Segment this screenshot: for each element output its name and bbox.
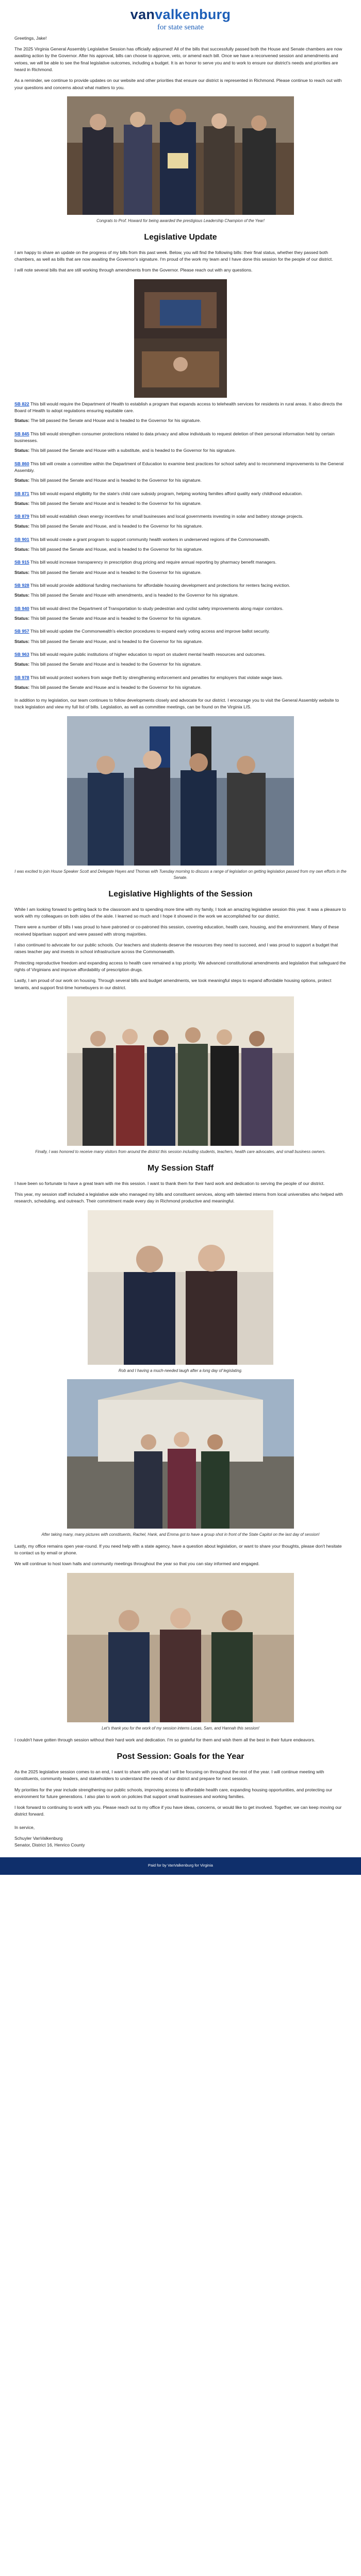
bill-link[interactable]: SB 871 [14,490,29,496]
legislative-intro-1: I am happy to share an update on the progress of my bills from this past week. Below, you will find the following bills: their final status, whether they passed both chambers, as well as bills that are now awaiting the Governor's signature. I'm proud of the work my team and I have done this session for the people of our district. [14,249,333,262]
bill-status: The bill passed the Senate and House and is headed to the Governor for his signature. [30,418,201,423]
post-paragraph: As the 2025 legislative session comes to an end, I want to share with you what I will be focusing on throughout the rest of the year. I will continue meeting with constituents, community leaders, and stakeholders to understand the needs of our district and prepare for next session. [14,1769,324,1782]
highlights-paragraph: While I am looking forward to getting back to the classroom and to spending more time with my family, I took an amazing legislative session this year. It was a pleasure to work with my colleagues on both sides of the aisle. I learned so much and I hope it showed in the work we accomplished for our district. [14,906,346,919]
intro-paragraph-2: As a reminder, we continue to provide updates on our website and other priorities that ensure our district is represented in Richmond. Please continue to reach out with your questions and concerns about what matters to you. [14,78,342,90]
bill-link[interactable]: SB 928 [14,583,29,588]
bill-item: SB 822 This bill would require the Department of Health to establish a program that expands access to telehealth services for residents in rural areas. It also directs the Board of Health to adopt regulations ensuring equitable care. Status: The bill passed the Senate and House and is headed to the Governor for his signature. [14,401,342,423]
bill-item: SB 915 This bill would increase transparency in prescription drug pricing and require annual reporting by pharmacy benefit managers. Status: This bill passed the Senate and House and is headed to the Governor for his signature. [14,560,277,575]
paid-for-disclaimer: Paid for by VanValkenburg for Virginia [148,1862,213,1868]
post-paragraph: I look forward to continuing to work with you. Please reach out to my office if you have ideas, concerns, or would like to get involved. Together, we can keep moving our district forward. [14,1805,342,1817]
bill-link[interactable]: SB 978 [14,674,29,680]
bill-status: This bill passed the Senate and House and is headed to the Governor for his signature. [30,684,202,690]
signature-title: Senator, District 16, Henrico County [14,1842,85,1848]
photo-award-caption: Congrats to Prof. Howard for being awarded the prestigious Leadership Champion of the Year! [96,218,265,223]
bill-item: SB 940 This bill would direct the Department of Transportation to study pedestrian and cyclist safety improvements along major corridors. Status: This bill passed the Senate and House and is headed to the Governor for his signature. [14,605,284,621]
bill-link[interactable]: SB 963 [14,651,29,657]
bill-link[interactable]: SB 940 [14,605,29,611]
bill-status: This bill passed the Senate and House with amendments, and is headed to the Governor for his signature. [30,592,239,598]
bill-status: This bill passed the Senate and House, and is headed to the Governor for his signature. [30,638,203,644]
bill-item: SB 901 This bill would create a grant program to support community health workers in underserved regions of the Commonwealth. Status: This bill passed the Senate and House, and is headed to the Governor for his signature. [14,536,270,552]
highlights-paragraph: There were a number of bills I was proud to have patroned or co-patroned this session, covering education, health care, housing, and the environment. Many of these received bipartisan support and were passed with strong majorities. [14,924,339,937]
logo-part-a: van [130,7,155,22]
logo-part-b: valkenburg [155,7,231,22]
photo-staff-laugh-caption: Rob and I having a much-needed laugh after a long day of legislating. [118,1368,243,1373]
bill-link[interactable]: SB 957 [14,629,29,634]
photo-interns-caption: Let's thank you for the work of my session interns Lucas, Sam, and Hannah this session! [102,1725,259,1731]
staff-paragraph: This year, my session staff included a legislative aide who managed my bills and constituent services, along with talented interns from local universities who helped with research, scheduling, and outreach. Their commitment made every day in Richmond productive and meaningful. [14,1192,343,1204]
bill-item: SB 928 This bill would provide additional funding mechanisms for affordable housing development and protections for renters facing eviction. Status: This bill passed the Senate and House with amendments, and is headed to the Governor for his signature. [14,583,290,598]
bill-link[interactable]: SB 860 [14,461,29,466]
photo-visitors [67,996,294,1146]
bill-item: SB 957 This bill would update the Commonwealth's election procedures to expand early voting access and improve ballot security. Status: This bill passed the Senate and House, and is headed to the Governor for his signature. [14,629,270,644]
greeting: Greetings, Jake! [14,35,47,41]
photo-interns [67,1573,294,1722]
bill-item: SB 879 This bill would establish clean energy incentives for small businesses and local governments investing in solar and battery storage projects. Status: This bill passed the Senate and House, and is headed to the Governor for his signature. [14,514,304,529]
email-body [0,35,361,1849]
bill-description: This bill would increase transparency in prescription drug pricing and require annual reporting by pharmacy benefit managers. [30,560,277,565]
staff-closing-paragraph: We will continue to host town halls and community meetings throughout the year so that you can stay informed and engaged. [14,1561,260,1567]
bill-status: This bill passed the Senate and House and is headed to the Governor for his signature. [30,662,202,667]
masthead [0,0,361,35]
signature-name: Schuyler VanValkenburg [14,1836,63,1841]
photo-speaker-caption: I was excited to join House Speaker Scott and Delegate Hayes and Thomas with Tuesday morning to discuss a range of legislation on getting legislation passed from my own efforts in the Senate. [14,869,347,880]
bill-description: This bill would expand eligibility for the state's child care subsidy program, helping working families afford quality early childhood education. [30,490,303,496]
signoff: In service, [14,1824,35,1830]
photo-capitol-group [67,1379,294,1529]
highlights-paragraph: I also continued to advocate for our public schools. Our teachers and students deserve the resources they need to succeed, and I was proud to support a budget that raises teacher pay and invests in school infrastructure across the Commonwealth. [14,942,338,955]
highlights-paragraph: Lastly, I am proud of our work on housing. Through several bills and budget amendments, we took meaningful steps to expand affordable housing options, protect tenants, and support first-time homebuyers in our district. [14,978,332,990]
section-title-staff: My Session Staff [147,1163,214,1173]
photo-senate-floor [134,279,227,398]
bill-description: This bill would direct the Department of Transportation to study pedestrian and cyclist safety improvements along major corridors. [30,605,284,611]
photo-speaker-meeting [67,716,294,866]
bill-status: This bill passed the Senate and House and is headed to the Governor for his signature. [30,569,202,575]
bill-description: This bill would update the Commonwealth's election procedures to expand early voting access and improve ballot security. [30,629,270,634]
bill-link[interactable]: SB 915 [14,560,29,565]
photo-staff-laugh [88,1210,273,1365]
bill-link[interactable]: SB 879 [14,514,29,519]
post-paragraph: My priorities for the year include strengthening our public schools, improving access to affordable health care, expanding housing opportunities, and protecting our environment for future generations. I also plan to work on policies that support small businesses and working families. [14,1787,333,1799]
bill-description: This bill would strengthen consumer protections related to data privacy and allow individuals to request deletion of their personal information held by certain businesses. [14,431,335,443]
bill-item: SB 978 This bill would protect workers from wage theft by strengthening enforcement and penalties for employers that violate wage laws. Status: This bill passed the Senate and House and is headed to the Governor for his signature. [14,674,283,690]
bill-link[interactable]: SB 901 [14,536,29,542]
bill-status: This bill passed the Senate and House and is headed to the Governor for his signature. [30,615,202,621]
bill-description: This bill would establish clean energy incentives for small businesses and local governments investing in solar and battery storage projects. [30,514,304,519]
bill-description: This bill would require public institutions of higher education to report on student mental health resources and outcomes. [30,651,266,657]
bill-link[interactable]: SB 845 [14,431,29,436]
bill-link[interactable]: SB 822 [14,401,29,406]
bill-status: This bill passed the Senate and House, and is headed to the Governor for his signature. [30,547,203,552]
staff-thanks: I couldn't have gotten through session without their hard work and dedication. I'm so grateful for them and wish them all the best in their future endeavors. [14,1737,316,1742]
legislative-intro-2: I will note several bills that are still working through amendments from the Governor. Please reach out with any questions. [14,267,253,273]
bill-status: This bill passed the Senate and House with a substitute, and is headed to the Governor for his signature. [30,448,236,453]
signature-block [14,1824,347,1849]
bill-status: This bill passed the Senate and House, and is headed to the Governor for his signature. [30,523,203,529]
bill-status: This bill passed the Senate and House and is headed to the Governor for his signature. [30,478,202,483]
bill-description: This bill would provide additional funding mechanisms for affordable housing development and protections for renters facing eviction. [30,583,290,588]
bill-description: This bill would create a grant program to support community health workers in underserved regions of the Commonwealth. [30,536,270,542]
footer [0,1857,361,1875]
logo [0,7,361,23]
legislative-outro: In addition to my legislation, our team continues to follow developments closely and advocate for our district. I encourage you to visit the General Assembly website to track legislation and view my full list of bills. Legislation, as well as committee meetings, can be found on the Virginia LIS. [14,698,339,710]
bill-item: SB 860 This bill will create a committee within the Department of Education to examine best practices for school safety and to recommend improvements to the General Assembly. Status: This bill passed the Senate and House and is headed to the Governor for his signature. [14,461,344,483]
bill-list [14,401,347,691]
staff-closing-paragraph: Lastly, my office remains open year-round. If you need help with a state agency, have a question about legislation, or want to share your thoughts, please don't hesitate to contact us by email or phone. [14,1543,342,1556]
bill-status: This bill passed the Senate and House and is headed to the Governor for his signature. [30,500,202,506]
section-title-post: Post Session: Goals for the Year [117,1752,244,1761]
bill-description: This bill would protect workers from wage theft by strengthening enforcement and penalties for employers that violate wage laws. [30,674,283,680]
bill-item: SB 845 This bill would strengthen consumer protections related to data privacy and allow individuals to request deletion of their personal information held by certain businesses. Status: This bill passed the Senate and House with a substitute, and is headed to the Governor for his signature. [14,431,335,453]
photo-capitol-caption: After taking many, many pictures with constituents, Rachel, Hank, and Emma got to have a group shot in front of the State Capitol on the last day of session! [41,1532,320,1537]
intro-paragraph-1: The 2025 Virginia General Assembly Legislative Session has officially adjourned! All of the bills that successfully passed both the House and Senate chambers are now awaiting action by the Governor. After his approval, bills can choose to approve, veto, or amend each bill. Once we have a reconvened session and amendments and vetoes, we will be able to see the final legislative outcomes, including a budget. It is an honor to serve you and to work to ensure our district's needs and priorities are heard in Richmond. [14,46,342,72]
section-title-highlights: Legislative Highlights of the Session [108,889,253,899]
section-title-legislative: Legislative Update [144,232,217,242]
staff-paragraph: I have been so fortunate to have a great team with me this session. I want to thank them for their hard work and dedication to serving the people of our district. [14,1180,325,1186]
bill-item: SB 871 This bill would expand eligibility for the state's child care subsidy program, helping working families afford quality early childhood education. Status: This bill passed the Senate and House and is headed to the Governor for his signature. [14,490,303,506]
logo-subtitle: for state senate [157,23,204,31]
bill-item: SB 963 This bill would require public institutions of higher education to report on student mental health resources and outcomes. Status: This bill passed the Senate and House and is headed to the Governor for his signature. [14,651,266,667]
photo-award [67,96,294,215]
highlights-paragraph: Protecting reproductive freedom and expanding access to health care remained a top priority. We advanced constitutional amendments and legislation that safeguard the rights of Virginians and improve affordability of prescription drugs. [14,960,346,972]
bill-description: This bill would require the Department of Health to establish a program that expands access to telehealth services for residents in rural areas. It also directs the Board of Health to adopt regulations ensuring equitable care. [14,401,342,413]
bill-description: This bill will create a committee within the Department of Education to examine best practices for school safety and to recommend improvements to the General Assembly. [14,461,344,473]
photo-visitors-caption: Finally, I was honored to receive many visitors from around the district this session including students, teachers, health care advocates, and small business owners. [35,1149,326,1154]
